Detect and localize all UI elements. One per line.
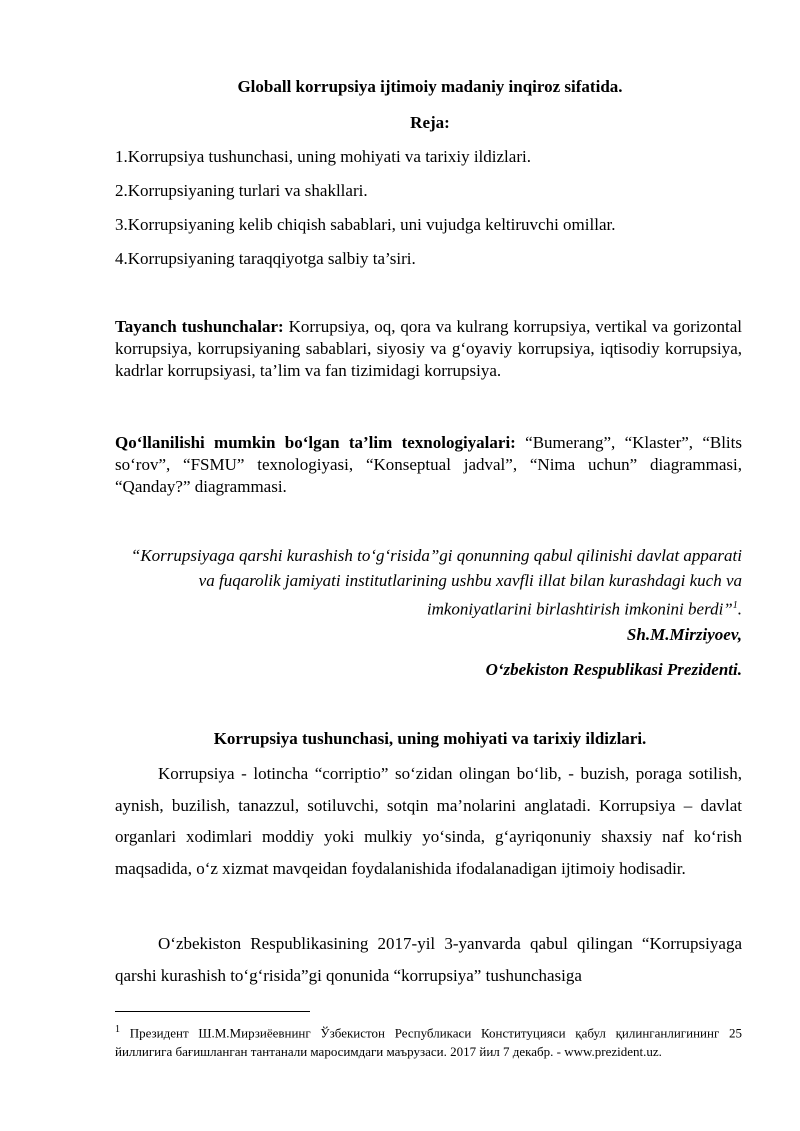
body-paragraph-2: [115, 928, 742, 991]
plan-item-4: 4.Korrupsiyaning taraqqiyotga salbiy ta’siri.: [115, 249, 416, 268]
quote-text: “Korrupsiyaga qarshi kurashish to‘g‘risida”gi qonunning qabul qilinishi davlat apparati va fuqarolik jamiyati institutlarining ushbu xavfli illat bilan kurashdagi kuch va imkoniyatlarini birlashtirish imkonini berdi”: [130, 546, 742, 619]
plan-item-2: 2.Korrupsiyaning turlari va shakllari.: [115, 181, 368, 200]
technologies-paragraph: [115, 432, 742, 498]
paragraph-2-text: O‘zbekiston Respublikasining 2017-yil 3-yanvarda qabul qilingan “Korrupsiyaga qarshi kurashish to‘g‘risida”gi qonunida “korrupsiya” tushunchasiga: [115, 934, 742, 985]
technologies-label: Qo‘llanilishi mumkin bo‘lgan ta’lim texnologiyalari:: [115, 433, 516, 452]
document-title: Globall korrupsiya ijtimoiy madaniy inqiroz sifatida.: [237, 77, 623, 96]
quote-author-title: O‘zbekiston Respublikasi Prezidenti.: [485, 660, 742, 679]
technologies-text: “Bumerang”, “Klaster”, “Blits so‘rov”, “FSMU” texnologiyasi, “Konseptual jadval”, “Nima uchun” diagrammasi, “Qanday?” diagrammasi.: [115, 433, 742, 496]
plan-heading: Reja:: [410, 113, 450, 132]
body-paragraph-1: [115, 758, 742, 884]
plan-item-3: 3.Korrupsiyaning kelib chiqish sabablari, uni vujudga keltiruvchi omillar.: [115, 215, 616, 234]
key-concepts-paragraph: [115, 316, 742, 382]
key-concepts-label: Tayanch tushunchalar:: [115, 317, 284, 336]
quote-author: Sh.M.Mirziyoev,: [626, 625, 742, 644]
footnote-mark: 1: [115, 1024, 120, 1035]
plan-item-1: 1.Korrupsiya tushunchasi, uning mohiyati va tarixiy ildizlari.: [115, 147, 531, 166]
key-concepts-text: Korrupsiya, oq, qora va kulrang korrupsiya, vertikal va gorizontal korrupsiya, korrupsiyaning sabablari, siyosiy va g‘oyaviy korrupsiya, iqtisodiy korrupsiya, kadrlar korrupsiyasi, ta’lim va fan tizimidagi korrupsiya.: [115, 317, 742, 380]
footnote-text: Президент Ш.М.Мирзиёевнинг Ўзбекистон Республикаси Конституцияси қабул қилинганлигининг 25 йиллигига бағишланган тантанали маросимдаги маърузаси. 2017 йил 7 декабр. - www.prezident.uz.: [115, 1025, 742, 1060]
quote-end: .: [737, 599, 742, 619]
footnote-separator: [115, 1011, 310, 1012]
quote-footnote-mark: 1: [732, 600, 738, 611]
footnote: [115, 1020, 742, 1061]
paragraph-1-text: Korrupsiya - lotincha “corriptio” so‘zidan olingan bo‘lib, - buzish, poraga sotilish, aynish, buzilish, tanazzul, sotiluvchi, sotqin ma’nolarini anglatadi. Korrupsiya – davlat organlari xodimlari moddiy yoki mulkiy yo‘sinda, g‘ayriqonuniy shaxsiy naf ko‘rish maqsadida, o‘z xizmat mavqeidan foydalanishida ifodalanadigan ijtimoiy hodisadir.: [115, 764, 742, 878]
epigraph-quote: [115, 543, 742, 622]
section-heading: Korrupsiya tushunchasi, uning mohiyati va tarixiy ildizlari.: [213, 729, 647, 748]
